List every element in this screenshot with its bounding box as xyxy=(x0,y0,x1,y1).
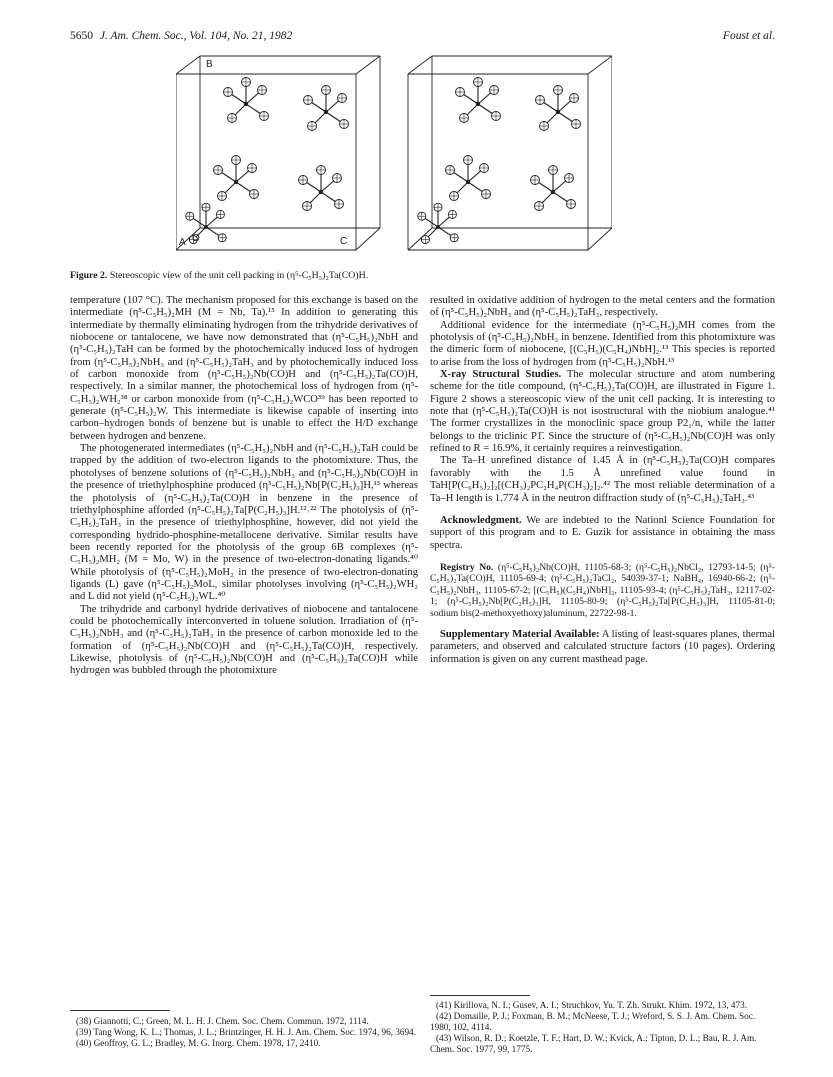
footnote: (43) Wilson, R. D.; Koetzle, T. F.; Hart, D. W.; Kvick, A.; Tipton, D. L.; Bau, R. J. Am. Chem. Soc. 1977, 99, 1775. xyxy=(430,1033,757,1054)
cell-edge xyxy=(588,56,612,74)
right-column xyxy=(430,295,775,666)
footnote: (40) Geoffroy, G. L.; Bradley, M. G. Inorg. Chem. 1978, 17, 2410. xyxy=(76,1038,321,1048)
acknowledgment xyxy=(430,515,775,552)
cell-edge xyxy=(588,228,612,250)
left-column xyxy=(70,295,418,678)
footnotes-left xyxy=(70,1016,418,1049)
section-heading: X-ray Structural Studies. xyxy=(440,369,562,381)
metal-atom xyxy=(466,180,470,184)
cell-edge xyxy=(356,228,380,250)
metal-atom xyxy=(476,102,480,106)
stereo-unit-cell-drawing xyxy=(176,52,612,257)
footnote: (41) Kirillova, N. I.; Gusev, A. I.; Struchkov, Yu. T. Zh. Strukt. Khim. 1972, 13, 473. xyxy=(436,1000,747,1010)
axis-label-b: B xyxy=(206,59,213,70)
supplementary-material xyxy=(430,629,775,666)
figure-caption-text: Stereoscopic view of the unit cell packing in (η⁵-C₅H₅)₂Ta(CO)H. xyxy=(109,270,369,281)
journal-citation: J. Am. Chem. Soc., Vol. 104, No. 21, 1982 xyxy=(99,30,293,42)
figure-label: Figure 2. xyxy=(70,270,108,281)
section-text: The molecular structure and atom numbering scheme for the title compound, (η⁵-C₅H₅)₂Ta(CO)H, are illustrated in Figure 1. Figure 2 shows a stereoscopic view of the unit cell packing. It is interesting to note that (η⁵-C₅H₅)₂Ta(CO)H is not isostructural with the niobium analogue.⁴¹ The former crystallizes in the monoclinic space group P2₁/n, while the latter belongs to the triclinic P1̄. Since the structure of (η⁵-C₅H₅)₂Nb(CO)H was only refined to R = 16.9%, it certainly requires a reinvestigation. xyxy=(430,369,775,455)
footnote: (39) Tang Wong, K. L.; Thomas, J. L.; Brintzinger, H. H. J. Am. Chem. Soc. 1974, 96, 3694. xyxy=(76,1027,416,1037)
metal-atom xyxy=(324,110,328,114)
metal-atom xyxy=(551,190,555,194)
header-left xyxy=(70,30,292,42)
metal-atom xyxy=(204,225,208,229)
running-header xyxy=(70,30,775,46)
section-heading: Acknowledgment. xyxy=(440,514,522,526)
body-paragraph: The trihydride and carbonyl hydride derivatives of niobocene and tantalocene could be photochemically interconverted in toluene solution. Irradiation of (η⁵-C₅H₅)₂NbH₃ and (η⁵-C₅H₅)₂TaH₃ in the presence of carbon monoxide led to the formation of (η⁵-C₅H₅)₂Nb(CO)H and (η⁵-C₅H₅)₂Ta(CO)H, respectively. Likewise, photolysis of (η⁵-C₅H₅)₂Nb(CO)H and (η⁵-C₅H₅)₂Ta(CO)H while hydrogen was bubbled through the photomixture xyxy=(70,603,418,677)
section-text: (η⁵-C₅H₅)₂Nb(CO)H, 11105-68-3; (η⁵-C₅H₅)₂NbCl₂, 12793-14-5; (η⁵-C₅H₅)₂Ta(CO)H, 11105-69-4; (η⁵-C₅H₅)₂TaCl₂, 54039-37-1; NaBH₄, 16940-66-2; (η⁵-C₅H₅)₂NbH₃, 11105-67-2; [(C₅H₅)(C₅H₄)NbH]₂, 11105-93-4; (η⁵-C₅H₅)₂TaH₃, 12117-02-1; (η⁵-C₅H₅)₂Nb[P(C₂H₅)₃]H, 11105-80-9; (η⁵-C₅H₅)₂Ta[P(C₂H₅)₃]H, 11105-81-0; sodium bis(2-methoxyethoxy)aluminum, 22722-98-1. xyxy=(430,561,775,619)
section-text: We are indebted to the Nationl Science Foundation for support of this program and to E. Guzik for assistance in obtaining the mass spectra. xyxy=(430,514,775,551)
body-paragraph: The photogenerated intermediates (η⁵-C₅H₅)₂NbH and (η⁵-C₅H₅)₂TaH could be trapped by the addition of two-electron ligands to the photomixture. Thus, the photolyses of benzene solutions of (η⁵-C₅H₅)₂NbH₃ and (η⁵-C₅H₅)₂Nb(CO)H in the presence of triethylphosphine produced (η⁵-C₅H₅)₂Nb[P(C₂H₅)₃]H,¹³ whereas the photolysis of (η⁵-C₅H₅)₂Ta(CO)H in benzene in the presence of triethylphosphine afforded (η⁵-C₅H₅)₂Ta[P(C₂H₅)₃]H.¹²˒²² The photolysis of (η⁵-C₅H₅)₂TaH₃ in the presence of triethylphosphine, however, did not yield the corresponding hydrido-phosphine-metallocene derivative. Similar results have been recently reported for the photolysis of the group 6B complexes (η⁵-C₅H₅)₂MH₂ (M = Mo, W) in the presence of two-electron-donating ligands.⁴⁰ While photolysis of (η⁵-C₅H₅)₂MoH₂ in the presence of two-electron-donating ligands (L) gave (η⁵-C₅H₅)₂MoL, similar photolyses involving (η⁵-C₅H₅)₂WH₂ and L did not yield (η⁵-C₅H₅)₂WL.⁴⁰ xyxy=(70,443,418,603)
cell-edge xyxy=(176,56,200,74)
section-heading: Registry No. xyxy=(440,561,494,573)
footnotes-right xyxy=(430,1000,775,1055)
metal-atom xyxy=(234,180,238,184)
axis-label-a: A xyxy=(179,237,186,248)
footnote: (42) Domaille, P. J.; Foxman, B. M.; McNeese, T. J.; Wreford, S. S. J. Am. Chem. Soc. 1980, 102, 4114. xyxy=(430,1011,756,1032)
metal-atom xyxy=(436,225,440,229)
figure-caption xyxy=(70,270,770,281)
stereo-figure xyxy=(176,52,612,257)
axis-label-c: C xyxy=(340,236,348,247)
footnote-rule xyxy=(430,995,530,996)
body-paragraph: Additional evidence for the intermediate (η⁵-C₅H₅)₂MH comes from the photolysis of (η⁵-C₅H₅)₂NbH₃ in benzene. Identified from this photomixture was the dimeric form of niobocene, [(C₅H₅)(C₅H₄)NbH]₂.¹³ This species is reported to arise from the loss of hydrogen from (η⁵-C₅H₅)₂NbH.¹³ xyxy=(430,319,775,368)
body-paragraph: resulted in oxidative addition of hydrogen to the metal centers and the formation of (η⁵-C₅H₅)₂NbH₃ and (η⁵-C₅H₅)₂TaH₃, respectively. xyxy=(430,295,775,319)
metal-atom xyxy=(319,190,323,194)
footnote-rule xyxy=(70,1010,170,1011)
xray-section xyxy=(430,369,775,455)
cell-edge xyxy=(356,56,380,74)
axis-label-o: O xyxy=(192,233,200,244)
section-text: A listing of least-squares planes, thermal parameters, and observed and calculated structure factors (10 pages). Ordering information is given on any current masthead page. xyxy=(430,628,775,665)
metal-atom xyxy=(556,110,560,114)
section-heading: Supplementary Material Available: xyxy=(440,628,600,640)
footnote: (38) Giannotti, C.; Green, M. L. H. J. Chem. Soc. Chem. Commun. 1972, 1114. xyxy=(76,1016,369,1026)
body-paragraph: temperature (107 °C). The mechanism proposed for this exchange is based on the intermediate (η⁵-C₅H₅)₂MH (M = Nb, Ta).¹⁵ In addition to generating this intermediate by thermally eliminating hydrogen from the trihydride derivatives of niobocene or tantalocene, we have now demonstrated that (η⁵-C₅H₅)₂NbH and (η⁵-C₅H₅)₂TaH can be formed by the photochemically induced loss of hydrogen from (η⁵-C₅H₅)₂NbH₃ and (η⁵-C₅H₅)₂TaH₃ and by photochemically induced loss of carbon monoxide from (η⁵-C₅H₅)₂Nb(CO)H and (η⁵-C₅H₅)₂Ta(CO)H, respectively. In a similar manner, the photochemical loss of hydrogen from (η⁵-C₅H₅)₂WH₂³⁸ or carbon monoxide from (η⁵-C₅H₅)₂WCO³⁹ has been reported to generate (η⁵-C₅H₅)₂W. This intermediate is likewise capable of inserting into carbon–hydrogen bonds of benzene but is unable to effect the H/D exchange between hydrogen and benzene. xyxy=(70,295,418,442)
cell-edge xyxy=(408,56,432,74)
header-authors: Foust et al. xyxy=(722,30,775,42)
metal-atom xyxy=(244,102,248,106)
body-paragraph: The Ta–H unrefined distance of 1.45 Å in (η⁵-C₅H₅)₂Ta(CO)H compares favorably with the 1.5 Å unrefined value found in TaH[P(C₆H₅)₂]₂[(CH₃)₂PC₂H₄P(CH₃)₂]₂.⁴² The most reliable determination of a Ta–H length is 1.774 Å in the neutron diffraction study of (η⁵-C₅H₅)₂TaH₃.⁴³ xyxy=(430,455,775,504)
registry-numbers xyxy=(430,562,775,619)
page-number: 5650 xyxy=(70,30,93,42)
